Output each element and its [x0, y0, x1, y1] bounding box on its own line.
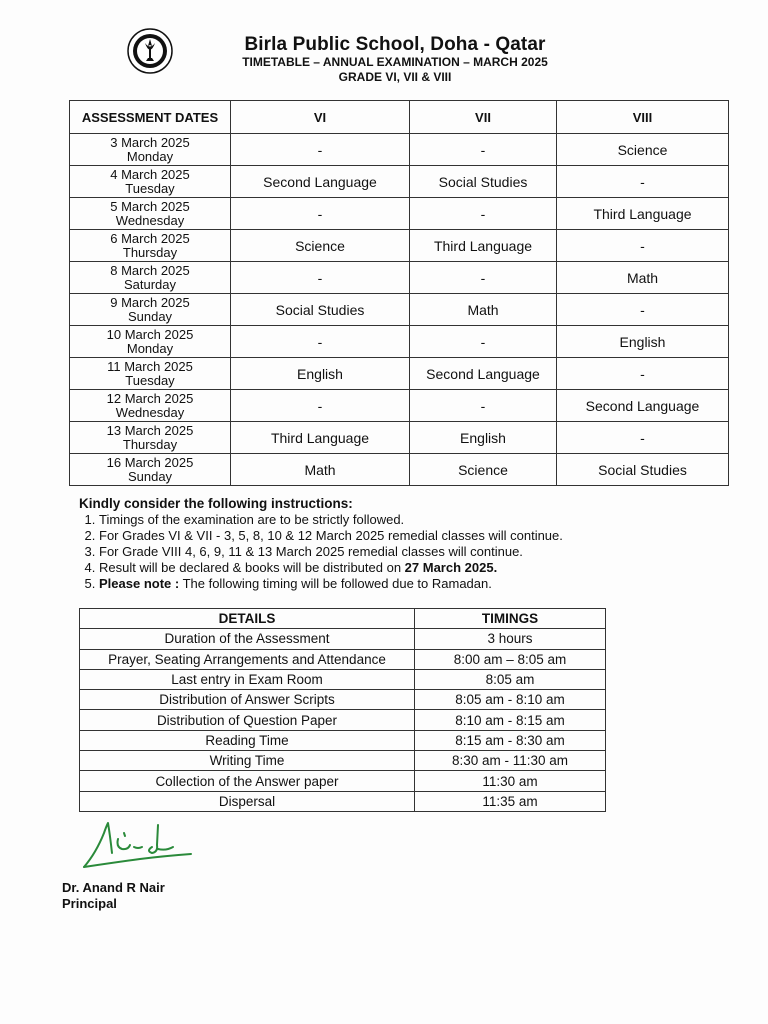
exam-day: Tuesday	[125, 372, 175, 388]
grade-vii-subject: Third Language	[410, 230, 557, 262]
detail-cell: Distribution of Answer Scripts	[80, 690, 415, 710]
date-cell	[70, 134, 231, 166]
column-header-timings: TIMINGS	[415, 609, 606, 629]
table-row	[70, 390, 729, 422]
detail-cell: Prayer, Seating Arrangements and Attendance	[80, 649, 415, 669]
exam-date: 6 March 2025	[110, 230, 190, 246]
principal-signature	[78, 815, 196, 877]
grade-vi-subject: Science	[231, 230, 410, 262]
instructions	[79, 496, 719, 592]
timings-header-row	[80, 609, 606, 629]
date-cell	[70, 198, 231, 230]
timing-cell: 8:15 am - 8:30 am	[415, 730, 606, 750]
grade-vi-subject: English	[231, 358, 410, 390]
column-header-vii: VII	[410, 101, 557, 134]
date-cell	[70, 390, 231, 422]
table-row	[70, 198, 729, 230]
exam-day: Saturday	[123, 276, 177, 292]
exam-day: Monday	[126, 340, 174, 356]
exam-day: Thursday	[122, 436, 178, 452]
timings-table	[79, 608, 606, 812]
column-header-vi: VI	[231, 101, 410, 134]
column-header-dates: ASSESSMENT DATES	[70, 101, 231, 134]
table-row	[70, 262, 729, 294]
instruction-text: Timings of the examination are to be strictly followed.	[99, 512, 405, 527]
exam-day: Sunday	[127, 468, 173, 484]
table-row	[80, 690, 606, 710]
table-row	[80, 791, 606, 811]
column-header-viii: VIII	[557, 101, 729, 134]
grade-viii-subject: Social Studies	[557, 454, 729, 486]
grade-viii-subject: English	[557, 326, 729, 358]
exam-day: Wednesday	[115, 212, 185, 228]
grade-vi-subject: -	[231, 262, 410, 294]
instruction-text: For Grade VIII 4, 6, 9, 11 & 13 March 2025 remedial classes will continue.	[99, 544, 523, 559]
grade-vii-subject: -	[410, 198, 557, 230]
grade-viii-subject: Second Language	[557, 390, 729, 422]
grade-viii-subject: Math	[557, 262, 729, 294]
grade-vii-subject: Science	[410, 454, 557, 486]
detail-cell: Writing Time	[80, 751, 415, 771]
grade-vi-subject: -	[231, 198, 410, 230]
exam-timetable	[69, 100, 729, 486]
date-cell	[70, 262, 231, 294]
grade-vi-subject: Second Language	[231, 166, 410, 198]
instruction-item	[99, 576, 719, 592]
table-row	[70, 166, 729, 198]
column-header-details: DETAILS	[80, 609, 415, 629]
exam-day: Sunday	[127, 308, 173, 324]
timing-cell: 8:00 am – 8:05 am	[415, 649, 606, 669]
detail-cell: Dispersal	[80, 791, 415, 811]
table-row	[80, 710, 606, 730]
table-row	[80, 771, 606, 791]
grade-line: GRADE VI, VII & VIII	[338, 70, 452, 84]
table-row	[70, 358, 729, 390]
table-row	[80, 629, 606, 649]
table-row	[70, 422, 729, 454]
grade-vii-subject: Social Studies	[410, 166, 557, 198]
grade-viii-subject: -	[557, 422, 729, 454]
timing-cell: 11:35 am	[415, 791, 606, 811]
grade-vii-subject: -	[410, 262, 557, 294]
timing-cell: 8:05 am - 8:10 am	[415, 690, 606, 710]
table-row	[70, 134, 729, 166]
exam-date: 10 March 2025	[106, 326, 194, 342]
instruction-bold: Please note :	[99, 576, 180, 591]
date-cell	[70, 294, 231, 326]
instruction-text: For Grades VI & VII - 3, 5, 8, 10 & 12 March 2025 remedial classes will continue.	[99, 528, 563, 543]
timing-cell: 8:10 am - 8:15 am	[415, 710, 606, 730]
date-cell	[70, 358, 231, 390]
date-cell	[70, 166, 231, 198]
grade-viii-subject: -	[557, 294, 729, 326]
school-crest-icon	[127, 28, 173, 74]
exam-title: TIMETABLE – ANNUAL EXAMINATION – MARCH 2025	[242, 55, 548, 69]
table-row	[70, 294, 729, 326]
grade-viii-subject: -	[557, 230, 729, 262]
instructions-heading: Kindly consider the following instructions:	[79, 496, 353, 511]
exam-date: 8 March 2025	[110, 262, 190, 278]
date-cell	[70, 326, 231, 358]
grade-vii-subject: Math	[410, 294, 557, 326]
grade-vii-subject: -	[410, 134, 557, 166]
table-row	[80, 669, 606, 689]
detail-cell: Collection of the Answer paper	[80, 771, 415, 791]
table-row	[80, 730, 606, 750]
grade-vi-subject: Social Studies	[231, 294, 410, 326]
grade-vii-subject: English	[410, 422, 557, 454]
exam-date: 16 March 2025	[106, 454, 194, 470]
timing-cell: 11:30 am	[415, 771, 606, 791]
grade-viii-subject: Science	[557, 134, 729, 166]
detail-cell: Duration of the Assessment	[80, 629, 415, 649]
exam-date: 12 March 2025	[106, 390, 194, 406]
instruction-item	[99, 560, 719, 576]
exam-day: Thursday	[122, 244, 178, 260]
instruction-text: The following timing will be followed due to Ramadan.	[179, 576, 492, 591]
detail-cell: Last entry in Exam Room	[80, 669, 415, 689]
timetable-body	[70, 134, 729, 486]
grade-vii-subject: -	[410, 326, 557, 358]
signatory	[62, 880, 165, 912]
grade-vi-subject: Math	[231, 454, 410, 486]
date-cell	[70, 454, 231, 486]
instruction-bold: 27 March 2025.	[404, 560, 498, 575]
timing-cell: 8:05 am	[415, 669, 606, 689]
grade-viii-subject: -	[557, 358, 729, 390]
instruction-item	[99, 544, 719, 560]
grade-viii-subject: -	[557, 166, 729, 198]
exam-date: 4 March 2025	[110, 166, 190, 182]
principal-name: Dr. Anand R Nair	[62, 880, 165, 895]
grade-vii-subject: Second Language	[410, 358, 557, 390]
grade-viii-subject: Third Language	[557, 198, 729, 230]
grade-vi-subject: -	[231, 390, 410, 422]
timings-body	[80, 629, 606, 812]
exam-date: 9 March 2025	[110, 294, 190, 310]
instruction-list	[79, 512, 719, 592]
date-cell	[70, 230, 231, 262]
school-name: Birla Public School, Doha - Qatar	[244, 34, 546, 55]
document-header	[190, 34, 600, 84]
instruction-item	[99, 512, 719, 528]
instruction-item	[99, 528, 719, 544]
table-row	[70, 454, 729, 486]
exam-day: Tuesday	[125, 180, 175, 196]
grade-vi-subject: Third Language	[231, 422, 410, 454]
timetable-header-row	[70, 101, 729, 134]
grade-vi-subject: -	[231, 326, 410, 358]
exam-date: 11 March 2025	[107, 358, 193, 374]
exam-date: 3 March 2025	[110, 134, 190, 150]
timing-cell: 8:30 am - 11:30 am	[415, 751, 606, 771]
date-cell	[70, 422, 231, 454]
exam-date: 5 March 2025	[110, 198, 190, 214]
exam-day: Monday	[126, 148, 174, 164]
table-row	[70, 230, 729, 262]
instruction-text: Result will be declared & books will be distributed on	[99, 560, 405, 575]
timing-cell: 3 hours	[415, 629, 606, 649]
exam-date: 13 March 2025	[106, 422, 194, 438]
exam-day: Wednesday	[115, 404, 185, 420]
grade-vii-subject: -	[410, 390, 557, 422]
table-row	[80, 751, 606, 771]
table-row	[80, 649, 606, 669]
principal-title: Principal	[62, 896, 117, 911]
detail-cell: Reading Time	[80, 730, 415, 750]
detail-cell: Distribution of Question Paper	[80, 710, 415, 730]
grade-vi-subject: -	[231, 134, 410, 166]
table-row	[70, 326, 729, 358]
